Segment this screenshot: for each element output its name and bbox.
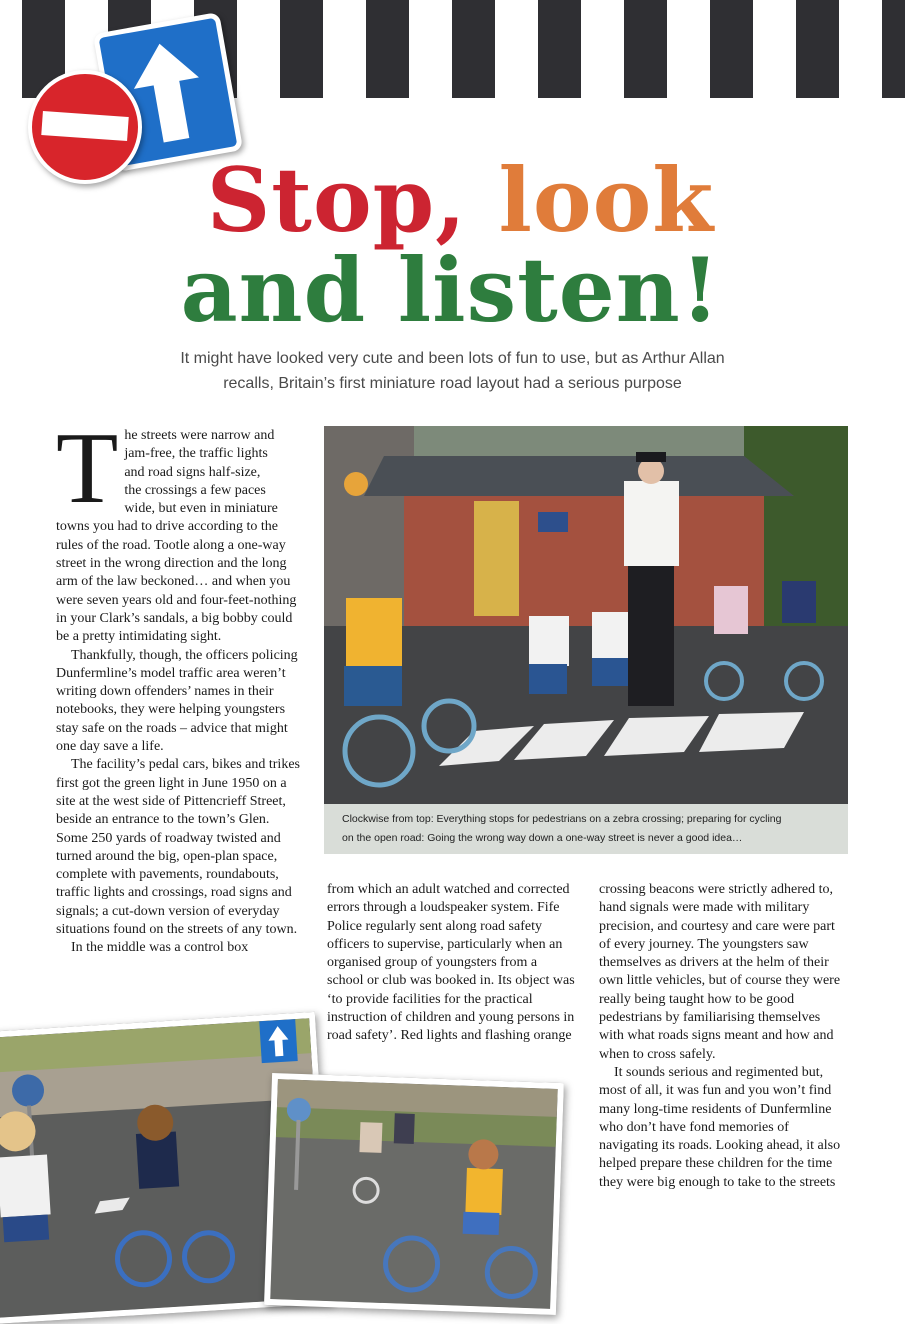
- caption-line: Clockwise from top: Everything stops for pedestrians on a zebra crossing; preparing for cycling: [342, 813, 782, 825]
- article-column-1: [56, 412, 304, 958]
- zebra-stripe: [452, 0, 495, 98]
- caption-line: on the open road: Going the wrong way down a one-way street is never a good idea…: [342, 832, 743, 844]
- paragraph-4-start: In the middle was a control box: [71, 940, 249, 956]
- headline-line-2: and listen!: [180, 238, 721, 342]
- paragraph-column-2: from which an adult watched and corrected errors through a loudspeaker system. Fife Police regularly sent along road safety officers to supervise, particularly when an organised group of youngsters from a school or club was booked in. Its object was ‘to provide facilities for the practical instruction of children and young persons in road safety’. Red lights and flashing orange: [327, 882, 575, 1044]
- zebra-stripe: [882, 0, 905, 98]
- photo-caption: [324, 804, 848, 854]
- intro-line: and road signs half-size,: [124, 464, 261, 480]
- headline-look: look: [498, 148, 715, 252]
- drop-cap: T: [56, 412, 119, 525]
- headline-stop: Stop,: [206, 148, 467, 252]
- article-column-3: [599, 881, 847, 1192]
- zebra-stripe: [796, 0, 839, 98]
- zebra-stripe: [538, 0, 581, 98]
- zebra-stripe: [280, 0, 323, 98]
- standfirst-line: It might have looked very cute and been lots of fun to use, but as Arthur Allan: [180, 350, 725, 367]
- intro-line: the crossings a few paces: [124, 482, 266, 498]
- zebra-stripe: [710, 0, 753, 98]
- standfirst-line: recalls, Britain’s first miniature road layout had a serious purpose: [223, 375, 682, 392]
- zebra-stripe: [624, 0, 667, 98]
- photo-zebra-crossing: [324, 426, 848, 804]
- paragraph-1-rest: towns you had to drive according to the rules of the road. Tootle along a one-way street in the wrong direction and the long arm of the law beckoned… and when you were seven years old and four-feet-nothing in your Clark’s sandals, a big bobby could be a pretty intimidating sight.: [56, 519, 297, 645]
- paragraph-column-3-1: crossing beacons were strictly adhered to, hand signals were made with military precision, and courtesy and care were part of every journey. The youngsters saw themselves as drivers at the helm of their own little vehicles, but of course they were really being taught how to be good pedestrians by familiarising themselves with what roads signs meant and how and when to cross safely.: [599, 882, 841, 1062]
- paragraph-column-3-2: It sounds serious and regimented but, most of all, it was fun and you won’t find many long-time residents of Dunfermline who don’t have fond memories of navigating its roads. Looking ahead, it also helped prepare these children for the time they were big enough to take to the streets: [599, 1064, 841, 1190]
- photo-cycling-practice: [264, 1073, 564, 1315]
- intro-line: he streets were narrow and: [124, 428, 275, 443]
- paragraph-2: Thankfully, though, the officers policing Dunfermline’s model traffic area weren’t writing down offenders’ names in their notebooks, they were helping youngsters stay safe on the roads – advice that might one day save a life.: [56, 647, 298, 755]
- intro-line: jam-free, the traffic lights: [124, 446, 268, 462]
- paragraph-3: The facility’s pedal cars, bikes and trikes first got the green light in June 1950 on a site at the west side of Pittencrieff Street, beside an entrance to the town’s Glen. Some 250 yards of roadway twisted and turned around the big, open-plan space, complete with pavements, roundabouts, traffic lights and crossings, road signs and signals; a cut-down version of everyday situations found on the streets of any town.: [56, 757, 300, 938]
- article-column-2: [327, 881, 575, 1046]
- zebra-stripe: [366, 0, 409, 98]
- intro-line: wide, but even in miniature: [124, 501, 278, 517]
- standfirst: [60, 346, 845, 396]
- headline-line-1: [8, 148, 905, 252]
